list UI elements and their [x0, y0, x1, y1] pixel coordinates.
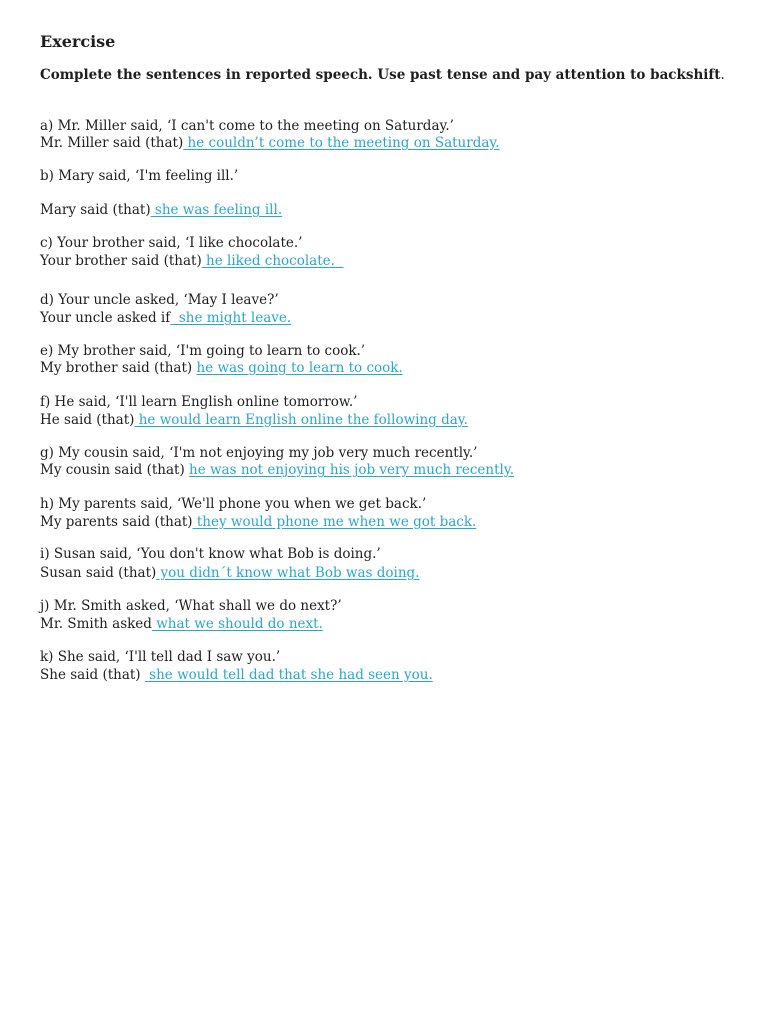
answer-prefix: Mr. Smith asked — [40, 616, 152, 632]
answer-prefix: Susan said (that) — [40, 565, 157, 581]
answer-text: he would learn English online the following day. — [134, 412, 468, 428]
answer-prefix: My parents said (that) — [40, 514, 193, 530]
answer-line-k — [40, 667, 433, 684]
answer-text: they would phone me when we got back. — [192, 514, 477, 530]
answer-prefix: Your uncle asked if — [40, 310, 171, 326]
answer-text: what we should do next. — [151, 616, 323, 632]
instruction-bold: Complete the sentences in reported speech. Use past tense and pay attention to backshift — [40, 67, 721, 83]
instruction-text — [40, 67, 730, 84]
question-i: i) Susan said, ‘You don't know what Bob is doing.’ — [40, 546, 381, 562]
answer-line-d — [40, 310, 291, 327]
answer-prefix: Your brother said (that) — [40, 253, 202, 269]
answer-text: she was feeling ill. — [150, 202, 283, 218]
question-b: b) Mary said, ‘I'm feeling ill.’ — [40, 168, 239, 184]
answer-line-j — [40, 616, 323, 633]
question-f: f) He said, ‘I'll learn English online tomorrow.’ — [40, 394, 358, 410]
answer-line-e — [40, 360, 403, 377]
question-g: g) My cousin said, ‘I'm not enjoying my job very much recently.’ — [40, 445, 478, 461]
answer-line-g — [40, 462, 514, 479]
answer-prefix: He said (that) — [40, 412, 135, 428]
answer-text: she would tell dad that she had seen you. — [144, 667, 433, 683]
answer-prefix: She said (that) — [40, 667, 145, 683]
answer-line-h — [40, 514, 476, 531]
question-k: k) She said, ‘I'll tell dad I saw you.’ — [40, 649, 281, 665]
exercise-title: Exercise — [40, 32, 116, 51]
question-j: j) Mr. Smith asked, ‘What shall we do next?’ — [40, 598, 342, 614]
answer-prefix: My cousin said (that) — [40, 462, 190, 478]
question-h: h) My parents said, ‘We'll phone you when we get back.’ — [40, 496, 427, 512]
answer-text: she might leave. — [170, 310, 292, 326]
answer-text: he couldn’t come to the meeting on Saturday. — [183, 135, 500, 151]
answer-line-a — [40, 135, 500, 152]
question-e: e) My brother said, ‘I'm going to learn to cook.’ — [40, 343, 366, 359]
question-d: d) Your uncle asked, ‘May I leave?’ — [40, 292, 279, 308]
answer-text: he was going to learn to cook. — [196, 360, 403, 376]
answer-text: he liked chocolate. — [201, 253, 344, 269]
answer-line-f — [40, 412, 468, 429]
question-c: c) Your brother said, ‘I like chocolate.’ — [40, 235, 303, 251]
answer-prefix: Mary said (that) — [40, 202, 151, 218]
answer-line-c — [40, 253, 343, 270]
answer-line-i — [40, 565, 419, 582]
answer-text: he was not enjoying his job very much recently. — [189, 462, 514, 478]
question-a: a) Mr. Miller said, ‘I can't come to the meeting on Saturday.’ — [40, 118, 454, 134]
answer-prefix: Mr. Miller said (that) — [40, 135, 184, 151]
answer-prefix: My brother said (that) — [40, 360, 197, 376]
answer-line-b — [40, 202, 282, 219]
answer-text: you didn´t know what Bob was doing. — [156, 565, 420, 581]
instruction-period: . — [720, 67, 725, 83]
